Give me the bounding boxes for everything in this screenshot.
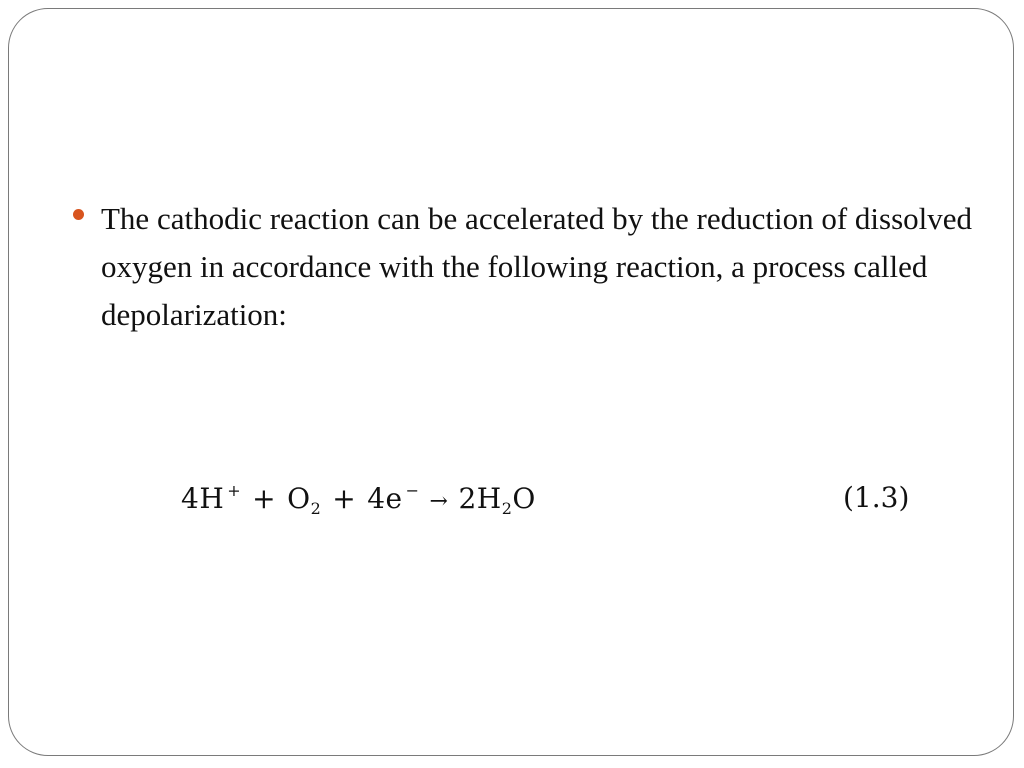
equation-term-hydrogen-ion: 4H + (181, 481, 242, 515)
chemical-equation (181, 481, 536, 518)
equation-plus: + (252, 482, 277, 515)
equation-number: (1.3) (843, 481, 910, 514)
equation-plus: + (332, 482, 357, 515)
equation-term-water: $2H_2O$ (458, 482, 536, 518)
bullet-dot-icon (73, 209, 84, 220)
reaction-arrow-icon: → (429, 489, 449, 514)
bullet-text: The cathodic reaction can be accelerated by the reduction of dissolved oxygen in accordance with the following reaction, a process called depolarization: (101, 201, 973, 332)
equation-term-electrons: 4e − (367, 481, 420, 515)
slide-frame (8, 8, 1014, 756)
equation-term-oxygen: $O_2$ (287, 482, 322, 518)
